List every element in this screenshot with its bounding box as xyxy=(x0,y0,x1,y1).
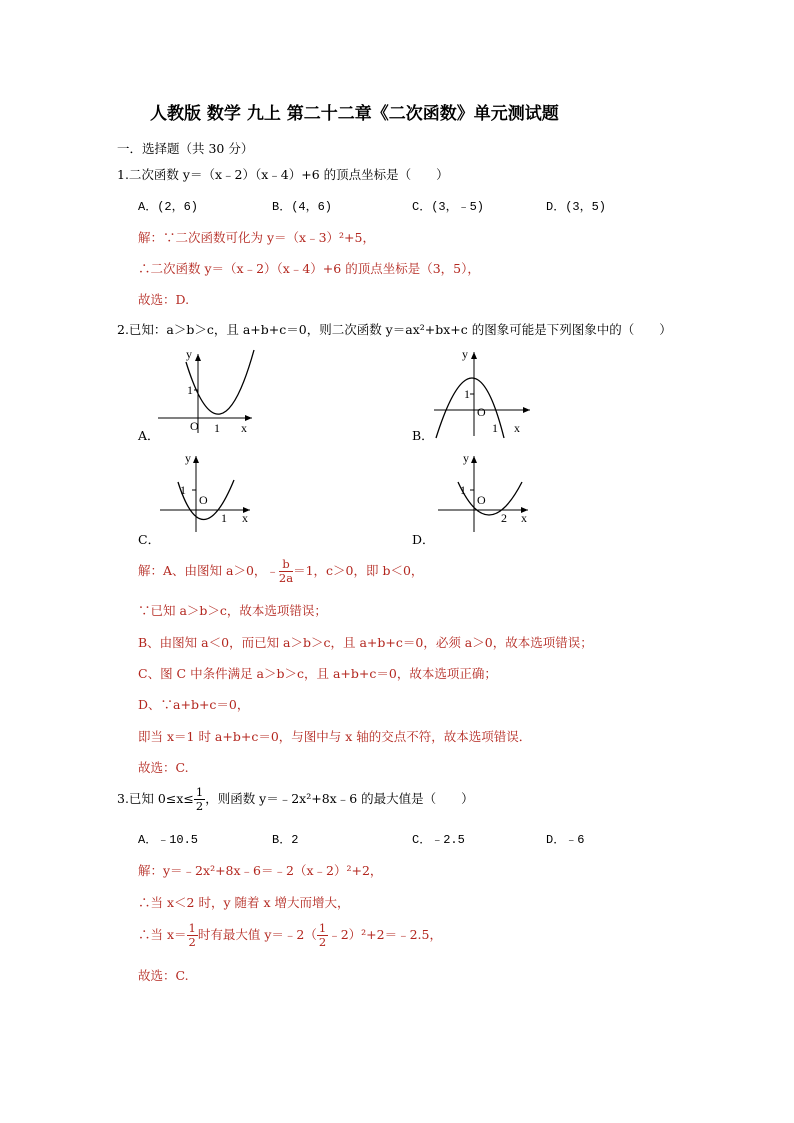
graph-c xyxy=(150,452,260,542)
fraction-one-half xyxy=(187,922,198,949)
q2-solution-line-7: 故选：C. xyxy=(138,760,189,775)
question-1-stem: 1.二次函数 y＝（x﹣2）（x﹣4）+6 的顶点坐标是（ ） xyxy=(117,167,449,182)
q3-solution-line-2: ∴当 x＜2 时，y 随着 x 增大而增大， xyxy=(138,895,350,910)
graph-a-x-label: x xyxy=(241,421,247,435)
fraction-one-half xyxy=(317,922,328,949)
q1-option-b: B．(4，6) xyxy=(272,200,333,214)
q2-solution-1-post: ＝1，c＞0，即 b＜0， xyxy=(293,563,424,578)
fraction-numerator: 1 xyxy=(195,785,204,799)
graph-a-y-label: y xyxy=(186,347,192,361)
q1-option-d: D．(3，5) xyxy=(546,200,607,214)
q3-option-b: B．2 xyxy=(272,833,299,847)
section-heading: 一．选择题（共 30 分） xyxy=(117,141,254,156)
graph-d xyxy=(428,452,538,542)
q1-solution-line-2: ∴二次函数 y＝（x﹣2）（x﹣4）+6 的顶点坐标是（3，5）， xyxy=(138,261,480,276)
graph-a-origin: O xyxy=(190,419,199,433)
q1-solution-line-3: 故选：D. xyxy=(138,292,190,307)
q3-stem-pre: 3.已知 0≤x≤ xyxy=(117,791,194,806)
graph-c-tick-1-y: 1 xyxy=(180,483,186,497)
q1-option-c: C．(3，﹣5) xyxy=(412,200,485,214)
fraction-one-half xyxy=(194,786,205,813)
q1-option-a: A．(2，6) xyxy=(138,200,199,214)
graph-c-y-label: y xyxy=(185,451,191,465)
q1-solution-line-1: 解：∵二次函数可化为 y＝（x﹣3）²+5， xyxy=(138,230,375,245)
q2-solution-line-6: 即当 x＝1 时 a+b+c＝0，与图中与 x 轴的交点不符，故本选项错误． xyxy=(138,729,532,744)
graph-b-x-label: x xyxy=(514,421,520,435)
q3-solution-line-1: 解：y＝﹣2x²+8x﹣6＝﹣2（x﹣2）²+2， xyxy=(138,863,383,878)
page-title: 人教版 数学 九上 第二十二章《二次函数》单元测试题 xyxy=(150,104,559,124)
graph-d-y-label: y xyxy=(463,451,469,465)
graph-b-label: B． xyxy=(412,428,434,443)
q3-option-c: C．﹣2.5 xyxy=(412,833,465,847)
q2-solution-line-5: D、∵a+b+c＝0， xyxy=(138,697,250,712)
graph-c-label: C． xyxy=(138,532,161,547)
q3-solution-3-pre: ∴当 x＝ xyxy=(138,927,187,942)
graph-b-y-label: y xyxy=(462,347,468,361)
q2-solution-line-3: B、由图知 a＜0，而已知 a＞b＞c，且 a+b+c＝0，必须 a＞0，故本选项错误； xyxy=(138,635,593,650)
graph-d-label: D． xyxy=(412,532,435,547)
graph-d-tick-1-y: 1 xyxy=(460,483,466,497)
graph-b-tick-1-y: 1 xyxy=(464,387,470,401)
graph-a xyxy=(150,348,260,438)
q2-solution-1-pre: 解：A、由图知 a＞0，﹣ xyxy=(138,563,279,578)
q3-solution-line-3 xyxy=(138,922,442,949)
question-2-stem: 2.已知：a＞b＞c，且 a+b+c＝0，则二次函数 y＝ax²+bx+c 的图象可能是下列图象中的（ ） xyxy=(117,322,672,337)
fraction-numerator: 1 xyxy=(318,921,327,935)
fraction-numerator: 1 xyxy=(188,921,196,935)
fraction-denominator: 2 xyxy=(318,935,327,949)
graph-b xyxy=(428,348,538,438)
fraction-denominator: 2 xyxy=(195,799,204,813)
q2-solution-line-4: C、图 C 中条件满足 a＞b＞c，且 a+b+c＝0，故本选项正确； xyxy=(138,666,497,681)
graph-d-tick-2-x: 2 xyxy=(501,511,507,525)
q2-solution-line-1 xyxy=(138,558,423,585)
q3-option-a: A．﹣10.5 xyxy=(138,833,199,847)
graph-c-tick-1-x: 1 xyxy=(221,511,227,525)
fraction-denominator: 2 xyxy=(188,935,196,949)
graph-c-x-label: x xyxy=(242,511,248,525)
q3-solution-line-4: 故选：C. xyxy=(138,968,189,983)
fraction-denominator: 2a xyxy=(278,571,294,585)
q3-stem-post: ，则函数 y＝﹣2x²+8x﹣6 的最大值是（ ） xyxy=(205,791,474,806)
q3-solution-3-mid: 时有最大值 y＝﹣2（ xyxy=(197,927,317,942)
graph-d-x-label: x xyxy=(521,511,527,525)
graph-a-label: A． xyxy=(138,428,160,443)
graph-d-origin: O xyxy=(477,493,486,507)
question-3-stem xyxy=(117,786,474,813)
graph-b-origin: O xyxy=(477,405,486,419)
q3-solution-3-post: ﹣2）²+2＝﹣2.5， xyxy=(328,927,442,942)
graph-c-origin: O xyxy=(199,493,208,507)
q2-solution-line-2: ∵已知 a＞b＞c，故本选项错误； xyxy=(138,603,327,618)
q3-option-d: D．﹣6 xyxy=(546,833,585,847)
fraction-numerator: b xyxy=(279,558,293,572)
graph-b-tick-1-x: 1 xyxy=(492,421,498,435)
graph-a-tick-1-y: 1 xyxy=(187,383,193,397)
fraction-b-over-2a xyxy=(279,558,293,585)
graph-a-tick-1-x: 1 xyxy=(214,421,220,435)
